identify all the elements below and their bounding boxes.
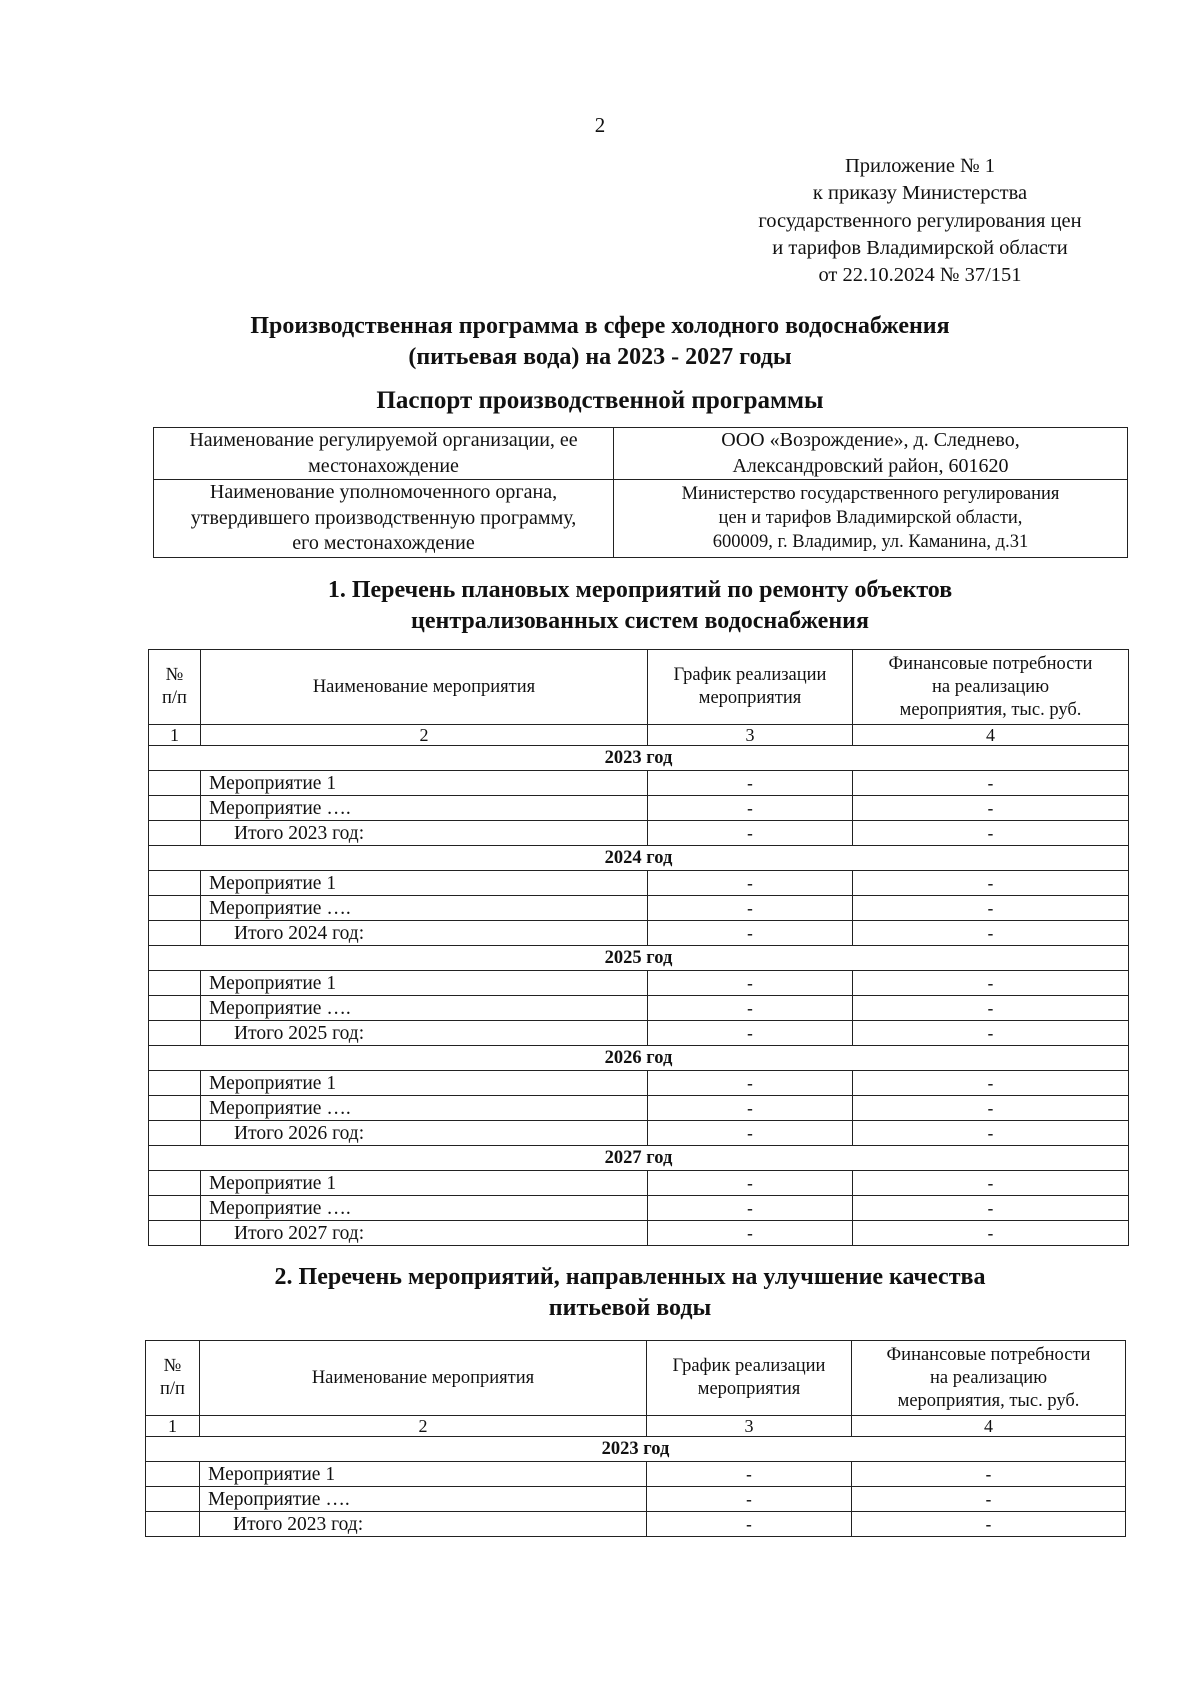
header-line: на реализацию bbox=[929, 1367, 1048, 1388]
table-row bbox=[149, 771, 1129, 796]
year-row bbox=[149, 946, 1129, 971]
passport-value bbox=[614, 428, 1128, 480]
table-row bbox=[149, 1196, 1129, 1221]
row-number bbox=[149, 1096, 201, 1121]
column-number: 1 bbox=[146, 1416, 200, 1437]
finance-value: - bbox=[853, 996, 1129, 1021]
header-line: График реализации bbox=[672, 1356, 826, 1376]
header-line: № bbox=[163, 1356, 182, 1376]
schedule-value: - bbox=[648, 871, 853, 896]
header-line: мероприятия, тыс. руб. bbox=[897, 1390, 1080, 1411]
schedule-value: - bbox=[648, 1196, 853, 1221]
schedule-value: - bbox=[648, 921, 853, 946]
event-name: Итого 2023 год: bbox=[200, 1512, 647, 1537]
event-name: Итого 2027 год: bbox=[201, 1221, 648, 1246]
event-name: Итого 2025 год: bbox=[201, 1021, 648, 1046]
section2-events-table bbox=[145, 1340, 1126, 1537]
finance-value: - bbox=[853, 1021, 1129, 1046]
finance-value: - bbox=[853, 1096, 1129, 1121]
page-number: 2 bbox=[594, 113, 606, 137]
section1-title-line: 1. Перечень плановых мероприятий по ремонту объектов bbox=[327, 577, 953, 603]
row-number bbox=[149, 821, 201, 846]
header-line: на реализацию bbox=[931, 676, 1050, 697]
passport-title bbox=[150, 385, 1050, 416]
header-line: мероприятия bbox=[697, 1379, 801, 1399]
appendix-line: к приказу Министерства bbox=[812, 182, 1028, 205]
row-number bbox=[146, 1462, 200, 1487]
row-number bbox=[149, 1021, 201, 1046]
finance-value: - bbox=[853, 1071, 1129, 1096]
header-line: График реализации bbox=[673, 665, 827, 685]
column-number-row bbox=[149, 725, 1129, 746]
finance-value: - bbox=[853, 1196, 1129, 1221]
year-row bbox=[149, 1146, 1129, 1171]
finance-value: - bbox=[853, 921, 1129, 946]
event-name: Мероприятие 1 bbox=[201, 1171, 648, 1196]
header-num bbox=[146, 1341, 200, 1416]
passport-table bbox=[153, 427, 1128, 558]
table-header-row bbox=[149, 650, 1129, 725]
event-name: Мероприятие …. bbox=[201, 996, 648, 1021]
table-header-row bbox=[146, 1341, 1126, 1416]
year-row bbox=[149, 846, 1129, 871]
year-row bbox=[149, 1046, 1129, 1071]
document-title-line: (питьевая вода) на 2023 - 2027 годы bbox=[408, 344, 792, 370]
appendix-line: от 22.10.2024 № 37/151 bbox=[818, 264, 1022, 287]
schedule-value: - bbox=[648, 796, 853, 821]
passport-value-line: 600009, г. Владимир, ул. Каманина, д.31 bbox=[712, 532, 1029, 553]
event-name: Мероприятие …. bbox=[201, 796, 648, 821]
passport-value-line: цен и тарифов Владимирской области, bbox=[718, 508, 1023, 529]
passport-title-text: Паспорт производственной программы bbox=[376, 387, 824, 414]
schedule-value: - bbox=[648, 996, 853, 1021]
finance-value: - bbox=[852, 1512, 1126, 1537]
passport-value bbox=[614, 480, 1128, 558]
table-row bbox=[149, 871, 1129, 896]
table-row bbox=[146, 1462, 1126, 1487]
header-schedule bbox=[648, 650, 853, 725]
passport-label-line: Наименование регулируемой организации, ее bbox=[189, 429, 578, 451]
column-number: 3 bbox=[648, 725, 853, 746]
event-name: Итого 2024 год: bbox=[201, 921, 648, 946]
section2-title-line: 2. Перечень мероприятий, направленных на улучшение качества bbox=[274, 1264, 986, 1290]
schedule-value: - bbox=[648, 1096, 853, 1121]
row-number bbox=[149, 1221, 201, 1246]
schedule-value: - bbox=[647, 1512, 852, 1537]
table-row bbox=[149, 996, 1129, 1021]
appendix-line: государственного регулирования цен bbox=[758, 209, 1082, 232]
document-title bbox=[150, 311, 1050, 373]
row-number bbox=[149, 971, 201, 996]
event-name: Итого 2026 год: bbox=[201, 1121, 648, 1146]
section1-events-table bbox=[148, 649, 1129, 1246]
appendix-header bbox=[735, 153, 1105, 289]
table-row bbox=[149, 796, 1129, 821]
header-finance bbox=[852, 1341, 1126, 1416]
event-name: Мероприятие …. bbox=[201, 1096, 648, 1121]
row-number bbox=[149, 1171, 201, 1196]
row-number bbox=[149, 1071, 201, 1096]
schedule-value: - bbox=[648, 1121, 853, 1146]
passport-value-line: Александровский район, 601620 bbox=[732, 454, 1009, 477]
event-name: Мероприятие 1 bbox=[201, 871, 648, 896]
finance-value: - bbox=[853, 1221, 1129, 1246]
table-row bbox=[149, 921, 1129, 946]
column-number: 4 bbox=[852, 1416, 1126, 1437]
table-row bbox=[149, 1096, 1129, 1121]
finance-value: - bbox=[853, 821, 1129, 846]
row-number bbox=[149, 871, 201, 896]
passport-label bbox=[154, 480, 614, 558]
year-label: 2024 год bbox=[149, 846, 1129, 871]
finance-value: - bbox=[853, 1121, 1129, 1146]
row-number bbox=[149, 796, 201, 821]
year-label: 2023 год bbox=[149, 746, 1129, 771]
finance-value: - bbox=[853, 971, 1129, 996]
year-label: 2026 год bbox=[149, 1046, 1129, 1071]
year-row bbox=[146, 1437, 1126, 1462]
schedule-value: - bbox=[648, 771, 853, 796]
schedule-value: - bbox=[648, 896, 853, 921]
header-num bbox=[149, 650, 201, 725]
row-number bbox=[149, 996, 201, 1021]
passport-value-line: Министерство государственного регулирования bbox=[681, 484, 1060, 505]
header-line: п/п bbox=[162, 688, 187, 708]
passport-row bbox=[154, 428, 1128, 480]
table-row bbox=[149, 821, 1129, 846]
header-line: Финансовые потребности bbox=[888, 653, 1093, 674]
column-number: 2 bbox=[201, 725, 648, 746]
schedule-value: - bbox=[647, 1462, 852, 1487]
passport-label-line: Наименование уполномоченного органа, bbox=[209, 481, 558, 503]
column-number: 1 bbox=[149, 725, 201, 746]
table-row bbox=[149, 1071, 1129, 1096]
schedule-value: - bbox=[648, 1071, 853, 1096]
schedule-value: - bbox=[648, 821, 853, 846]
row-number bbox=[146, 1487, 200, 1512]
finance-value: - bbox=[853, 771, 1129, 796]
passport-value-line: ООО «Возрождение», д. Следнево, bbox=[721, 429, 1020, 451]
table-row bbox=[149, 896, 1129, 921]
event-name: Мероприятие 1 bbox=[201, 971, 648, 996]
section1-title bbox=[190, 575, 1090, 637]
passport-label bbox=[154, 428, 614, 480]
row-number bbox=[149, 1196, 201, 1221]
section1-title-line: централизованных систем водоснабжения bbox=[411, 608, 869, 634]
event-name: Мероприятие 1 bbox=[200, 1462, 647, 1487]
passport-label-line: местонахождение bbox=[308, 454, 459, 477]
row-number bbox=[149, 896, 201, 921]
document-title-line: Производственная программа в сфере холодного водоснабжения bbox=[250, 313, 950, 339]
year-row bbox=[149, 746, 1129, 771]
finance-value: - bbox=[853, 896, 1129, 921]
table-row bbox=[149, 971, 1129, 996]
event-name: Мероприятие …. bbox=[201, 1196, 648, 1221]
year-label: 2023 год bbox=[146, 1437, 1126, 1462]
event-name: Мероприятие …. bbox=[200, 1487, 647, 1512]
row-number bbox=[146, 1512, 200, 1537]
event-name: Итого 2023 год: bbox=[201, 821, 648, 846]
finance-value: - bbox=[853, 1171, 1129, 1196]
schedule-value: - bbox=[648, 971, 853, 996]
header-line: мероприятия, тыс. руб. bbox=[899, 699, 1082, 720]
column-number: 2 bbox=[200, 1416, 647, 1437]
year-label: 2025 год bbox=[149, 946, 1129, 971]
row-number bbox=[149, 1121, 201, 1146]
header-name: Наименование мероприятия bbox=[200, 1341, 647, 1416]
header-line: мероприятия bbox=[698, 688, 802, 708]
column-number-row bbox=[146, 1416, 1126, 1437]
row-number bbox=[149, 921, 201, 946]
row-number bbox=[149, 771, 201, 796]
year-label: 2027 год bbox=[149, 1146, 1129, 1171]
header-line: Финансовые потребности bbox=[886, 1344, 1091, 1365]
schedule-value: - bbox=[647, 1487, 852, 1512]
column-number: 4 bbox=[853, 725, 1129, 746]
appendix-line: и тарифов Владимирской области bbox=[772, 236, 1068, 259]
table-row bbox=[146, 1487, 1126, 1512]
event-name: Мероприятие 1 bbox=[201, 1071, 648, 1096]
table-row bbox=[149, 1171, 1129, 1196]
column-number: 3 bbox=[647, 1416, 852, 1437]
schedule-value: - bbox=[648, 1221, 853, 1246]
header-line: № bbox=[165, 665, 184, 685]
finance-value: - bbox=[853, 871, 1129, 896]
schedule-value: - bbox=[648, 1171, 853, 1196]
passport-label-line: его местонахождение bbox=[292, 532, 475, 554]
finance-value: - bbox=[852, 1462, 1126, 1487]
passport-row bbox=[154, 480, 1128, 558]
header-schedule bbox=[647, 1341, 852, 1416]
header-name: Наименование мероприятия bbox=[201, 650, 648, 725]
schedule-value: - bbox=[648, 1021, 853, 1046]
section2-title bbox=[180, 1262, 1080, 1324]
event-name: Мероприятие 1 bbox=[201, 771, 648, 796]
finance-value: - bbox=[853, 796, 1129, 821]
table-row bbox=[146, 1512, 1126, 1537]
header-line: п/п bbox=[160, 1379, 185, 1399]
table-row bbox=[149, 1021, 1129, 1046]
table-row bbox=[149, 1221, 1129, 1246]
passport-label-line: утвердившего производственную программу, bbox=[190, 506, 577, 529]
finance-value: - bbox=[852, 1487, 1126, 1512]
event-name: Мероприятие …. bbox=[201, 896, 648, 921]
appendix-line: Приложение № 1 bbox=[844, 155, 996, 177]
section2-title-line: питьевой воды bbox=[548, 1295, 712, 1321]
table-row bbox=[149, 1121, 1129, 1146]
header-finance bbox=[853, 650, 1129, 725]
